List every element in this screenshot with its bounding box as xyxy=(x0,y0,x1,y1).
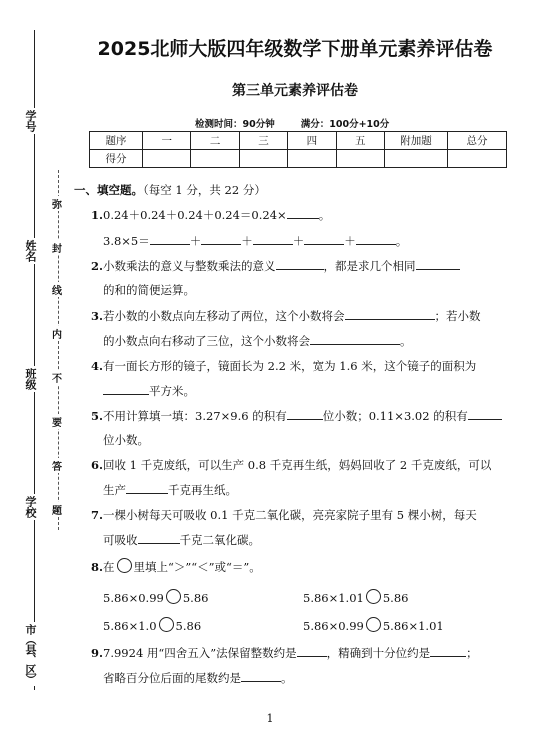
answer-blank[interactable] xyxy=(287,207,319,219)
field-student-number: 学号 xyxy=(24,110,37,132)
cut-char: 题 xyxy=(52,502,62,517)
question-text: ；若小数 xyxy=(434,309,481,323)
question-text: 回收 1 千克废纸，可以生产 0.8 千克再生纸，妈妈回收了 2 千克废纸，可以 xyxy=(103,458,492,472)
question-4-line-2 xyxy=(103,383,195,399)
compare-left: 5.86×0.99 xyxy=(303,619,364,633)
compare-answer-circle[interactable] xyxy=(366,589,381,604)
full-score: 满分：100分+10分 xyxy=(300,119,390,130)
question-text: ，都是求几个相同 xyxy=(323,259,416,273)
score-cell[interactable] xyxy=(448,150,507,168)
compare-left: 5.86×0.99 xyxy=(103,591,164,605)
cut-char: 要 xyxy=(52,414,62,429)
question-text: ＋ xyxy=(344,234,356,248)
question-text: 生产 xyxy=(103,483,126,497)
question-8-line-1 xyxy=(91,558,261,575)
question-4-line-1 xyxy=(91,358,476,374)
question-text: 里填上“＞”“＜”或“＝”。 xyxy=(133,560,261,574)
score-row-label: 得分 xyxy=(90,150,143,168)
answer-blank[interactable] xyxy=(345,308,435,320)
score-table xyxy=(89,131,507,168)
score-header-cell: 总分 xyxy=(448,132,507,150)
question-text: ＋ xyxy=(189,234,202,248)
score-table-header-row xyxy=(90,132,507,150)
section-note: （每空 1 分，共 22 分） xyxy=(143,183,266,197)
compare-left: 5.86×1.01 xyxy=(303,591,364,605)
score-header-cell: 附加题 xyxy=(385,132,448,150)
question-text: 千克再生纸。 xyxy=(168,483,237,497)
question-7-line-2 xyxy=(103,532,260,548)
question-8-item xyxy=(103,589,208,605)
score-header-cell: 一 xyxy=(143,132,191,150)
answer-blank[interactable] xyxy=(241,670,281,682)
answer-blank[interactable] xyxy=(201,233,241,245)
cut-char: 内 xyxy=(52,326,62,341)
question-number: 8. xyxy=(91,560,104,574)
question-6-line-2 xyxy=(103,482,237,498)
question-number: 7. xyxy=(91,508,104,522)
cut-char: 线 xyxy=(52,282,62,297)
question-text: 位小数；0.11×3.02 的积有 xyxy=(322,409,468,423)
question-text: 在 xyxy=(103,560,115,574)
answer-blank[interactable] xyxy=(276,258,324,270)
answer-blank[interactable] xyxy=(416,258,460,270)
compare-right: 5.86 xyxy=(182,591,209,605)
compare-answer-circle[interactable] xyxy=(366,617,381,632)
score-cell[interactable] xyxy=(336,150,384,168)
question-text: 可吸收 xyxy=(103,533,138,547)
question-number: 2. xyxy=(91,259,104,273)
question-text: 3.8×5＝ xyxy=(103,234,150,248)
seal-cut-line xyxy=(58,170,59,530)
question-5-line-1 xyxy=(91,408,502,424)
question-text: 7.9924 用“四舍五入”法保留整数约是 xyxy=(103,646,297,660)
score-cell[interactable] xyxy=(288,150,336,168)
question-number: 9. xyxy=(91,646,104,660)
question-text: 有一面长方形的镜子，镜面长为 2.2 米，宽为 1.6 米，这个镜子的面积为 xyxy=(103,359,477,373)
question-text: 小数乘法的意义与整数乘法的意义 xyxy=(103,259,276,273)
answer-blank[interactable] xyxy=(304,233,344,245)
question-text: 。 xyxy=(400,334,412,348)
question-text: 的和的简便运算。 xyxy=(103,283,195,297)
answer-blank[interactable] xyxy=(150,233,190,245)
page-number: 1 xyxy=(266,712,274,725)
page-title: 2025北师大版四年级数学下册单元素养评估卷 xyxy=(97,38,493,60)
question-8-item xyxy=(303,617,444,633)
question-text: 的小数点向右移动了三位，这个小数将会 xyxy=(103,334,310,348)
question-2-line-1 xyxy=(91,258,460,274)
question-3-line-2 xyxy=(103,333,412,349)
compare-right: 5.86×1.01 xyxy=(382,619,444,633)
exam-time: 检测时间：90分钟 xyxy=(195,119,275,130)
field-name: 姓名 xyxy=(24,240,37,262)
answer-blank[interactable] xyxy=(138,532,180,544)
page-subtitle: 第三单元素养评估卷 xyxy=(232,83,358,99)
answer-blank[interactable] xyxy=(468,408,502,420)
question-number: 1. xyxy=(91,208,104,222)
score-table-score-row xyxy=(90,150,507,168)
question-text: 省略百分位后面的尾数约是 xyxy=(103,671,241,685)
question-text: 千克二氧化碳。 xyxy=(179,533,260,547)
question-text: 若小数的小数点向左移动了两位，这个小数将会 xyxy=(103,309,345,323)
compare-answer-circle[interactable] xyxy=(166,589,181,604)
answer-blank[interactable] xyxy=(430,645,466,657)
question-2-line-2 xyxy=(103,282,195,298)
question-5-line-2 xyxy=(103,432,149,448)
question-text: ＋ xyxy=(292,234,305,248)
cut-char: 不 xyxy=(52,370,62,385)
score-cell[interactable] xyxy=(191,150,239,168)
answer-blank[interactable] xyxy=(103,383,149,395)
question-8-item xyxy=(303,589,408,605)
score-header-cell: 二 xyxy=(191,132,239,150)
question-number: 3. xyxy=(91,309,104,323)
answer-blank[interactable] xyxy=(310,333,400,345)
answer-blank[interactable] xyxy=(126,482,168,494)
compare-left: 5.86×1.0 xyxy=(103,619,157,633)
compare-right: 5.86 xyxy=(382,591,409,605)
question-number: 6. xyxy=(91,458,104,472)
question-9-line-1 xyxy=(91,645,478,661)
field-city-county-district: 市（县、区） xyxy=(24,624,37,684)
question-text: ； xyxy=(466,646,478,660)
question-3-line-1 xyxy=(91,308,481,324)
question-text: 位小数。 xyxy=(103,433,149,447)
answer-blank[interactable] xyxy=(356,233,396,245)
compare-answer-circle[interactable] xyxy=(159,617,174,632)
score-header-cell: 四 xyxy=(288,132,336,150)
question-text: ＋ xyxy=(241,234,253,248)
question-text: 平方米。 xyxy=(149,384,195,398)
question-text: 不用计算填一填：3.27×9.6 的积有 xyxy=(103,409,287,423)
field-class: 班级 xyxy=(24,368,37,390)
question-7-line-1 xyxy=(91,507,477,523)
cut-char: 封 xyxy=(52,240,62,255)
compare-circle-icon xyxy=(117,558,132,573)
question-text: 。 xyxy=(318,208,331,222)
section-heading xyxy=(74,182,266,198)
answer-blank[interactable] xyxy=(287,408,323,420)
question-number: 4. xyxy=(91,359,104,373)
score-cell[interactable] xyxy=(143,150,191,168)
answer-blank[interactable] xyxy=(297,645,327,657)
question-text: 0.24＋0.24＋0.24＋0.24＝0.24× xyxy=(103,208,287,222)
question-1-line-1 xyxy=(91,207,330,223)
cut-char: 弥 xyxy=(52,196,62,211)
score-header-cell: 三 xyxy=(239,132,287,150)
cut-char: 答 xyxy=(52,458,62,473)
question-1-line-2 xyxy=(103,233,407,249)
question-9-line-2 xyxy=(103,670,293,686)
score-header-cell: 题序 xyxy=(90,132,143,150)
score-cell[interactable] xyxy=(385,150,448,168)
question-text: 。 xyxy=(395,234,408,248)
question-text: ，精确到十分位约是 xyxy=(326,646,431,660)
score-header-cell: 五 xyxy=(336,132,384,150)
question-text: 一棵小树每天可吸收 0.1 千克二氧化碳，亮亮家院子里有 5 棵小树，每天 xyxy=(103,508,477,522)
answer-blank[interactable] xyxy=(253,233,293,245)
field-school: 学校 xyxy=(24,496,37,518)
exam-meta xyxy=(195,116,415,130)
section-title: 一、填空题。 xyxy=(74,183,143,197)
score-cell[interactable] xyxy=(239,150,287,168)
question-text: 。 xyxy=(281,671,293,685)
question-8-item xyxy=(103,617,201,633)
question-6-line-1 xyxy=(91,457,491,473)
question-number: 5. xyxy=(91,409,104,423)
compare-right: 5.86 xyxy=(175,619,202,633)
